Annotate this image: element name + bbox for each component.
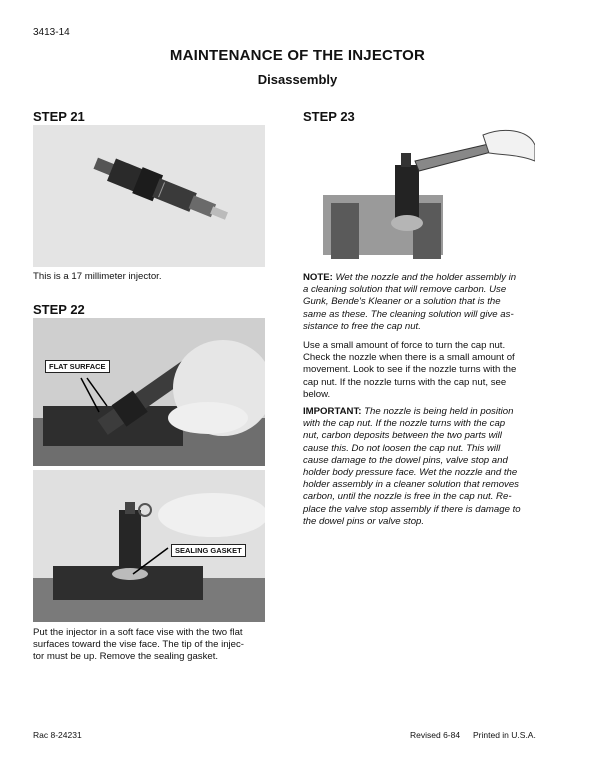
wrench-cap-nut-photo — [303, 125, 535, 267]
text-line — [303, 443, 565, 455]
important-label: IMPORTANT: — [303, 406, 362, 417]
text-line: Use a small amount of force to turn the cap nut. — [303, 340, 506, 351]
text-line: Check the nozzle when there is a small amount of — [303, 352, 515, 364]
text-line: below. — [303, 388, 331, 400]
note-text: sistance to free the cap nut. — [303, 320, 421, 332]
text-line — [303, 296, 565, 308]
footer-revised: Revised 6-84 — [410, 730, 461, 740]
text-line: movement. Look to see if the nozzle turns with the — [303, 364, 517, 376]
important-text: carbon, until the nozzle is free in the cap nut. Re- — [303, 491, 512, 503]
important-text: The nozzle is being held in position — [361, 406, 514, 417]
text-line: surfaces toward the vise face. The tip of the injec- — [33, 639, 244, 651]
text-line — [303, 491, 565, 503]
text-line — [303, 284, 565, 296]
text-line — [303, 430, 565, 442]
text-line — [303, 272, 565, 284]
text-line: cap nut. If the nozzle turns with the cap nut, see — [303, 376, 507, 388]
important-text: with the cap nut. If the nozzle turns with the cap — [303, 418, 506, 430]
text-line — [303, 309, 565, 321]
page-title: MAINTENANCE OF THE INJECTOR — [169, 47, 426, 64]
text-line — [303, 516, 565, 528]
note-text: same as these. The cleaning solution will give as- — [303, 308, 514, 320]
step-21-heading: STEP 21 — [33, 109, 85, 124]
important-paragraph — [303, 406, 565, 528]
page-reference: 3413-14 — [33, 27, 70, 38]
footer-printed: Printed in U.S.A. — [473, 730, 536, 740]
vise-sealing-gasket-photo — [33, 470, 265, 622]
note-text: a cleaning solution that will remove carbon. Use — [303, 284, 507, 296]
note-text: Wet the nozzle and the holder assembly in — [332, 272, 517, 283]
step-22-instructions — [33, 627, 273, 664]
important-text: the dowel pins or valve stop. — [303, 515, 425, 527]
text-line — [303, 455, 565, 467]
important-text: place the valve stop assembly if there is damage to — [303, 503, 521, 515]
flat-surface-callout: FLAT SURFACE — [45, 360, 110, 373]
text-line — [303, 406, 565, 418]
text-line — [303, 418, 565, 430]
injector-photo — [33, 125, 265, 267]
step-21-caption: This is a 17 millimeter injector. — [33, 271, 162, 282]
text-line: tor must be up. Remove the sealing gasket. — [33, 651, 219, 663]
important-text: holder body pressure face. Wet the nozzle and the — [303, 467, 518, 479]
important-text: holder assembly in a cleaner solution that removes — [303, 479, 519, 491]
important-text: cause damage to the dowel pins, valve stop and — [303, 454, 508, 466]
sealing-gasket-callout: SEALING GASKET — [171, 544, 246, 557]
section-subtitle: Disassembly — [257, 72, 338, 87]
vise-flat-surface-photo — [33, 318, 265, 466]
text-line — [303, 467, 565, 479]
text-line — [303, 479, 565, 491]
note-label: NOTE: — [303, 272, 333, 283]
footer-doc-number: Rac 8-24231 — [33, 730, 82, 740]
force-paragraph — [303, 340, 565, 401]
step-23-heading: STEP 23 — [303, 109, 355, 124]
text-line — [303, 504, 565, 516]
cleaning-note — [303, 272, 565, 333]
step-22-heading: STEP 22 — [33, 302, 85, 317]
note-text: Gunk, Bende's Kleaner or a solution that is the — [303, 296, 501, 308]
important-text: cause this. Do not loosen the cap nut. This will — [303, 442, 501, 454]
text-line — [303, 321, 565, 333]
important-text: nut, carbon deposits between the two parts will — [303, 430, 502, 442]
text-line: Put the injector in a soft face vise with the two flat — [33, 627, 243, 638]
